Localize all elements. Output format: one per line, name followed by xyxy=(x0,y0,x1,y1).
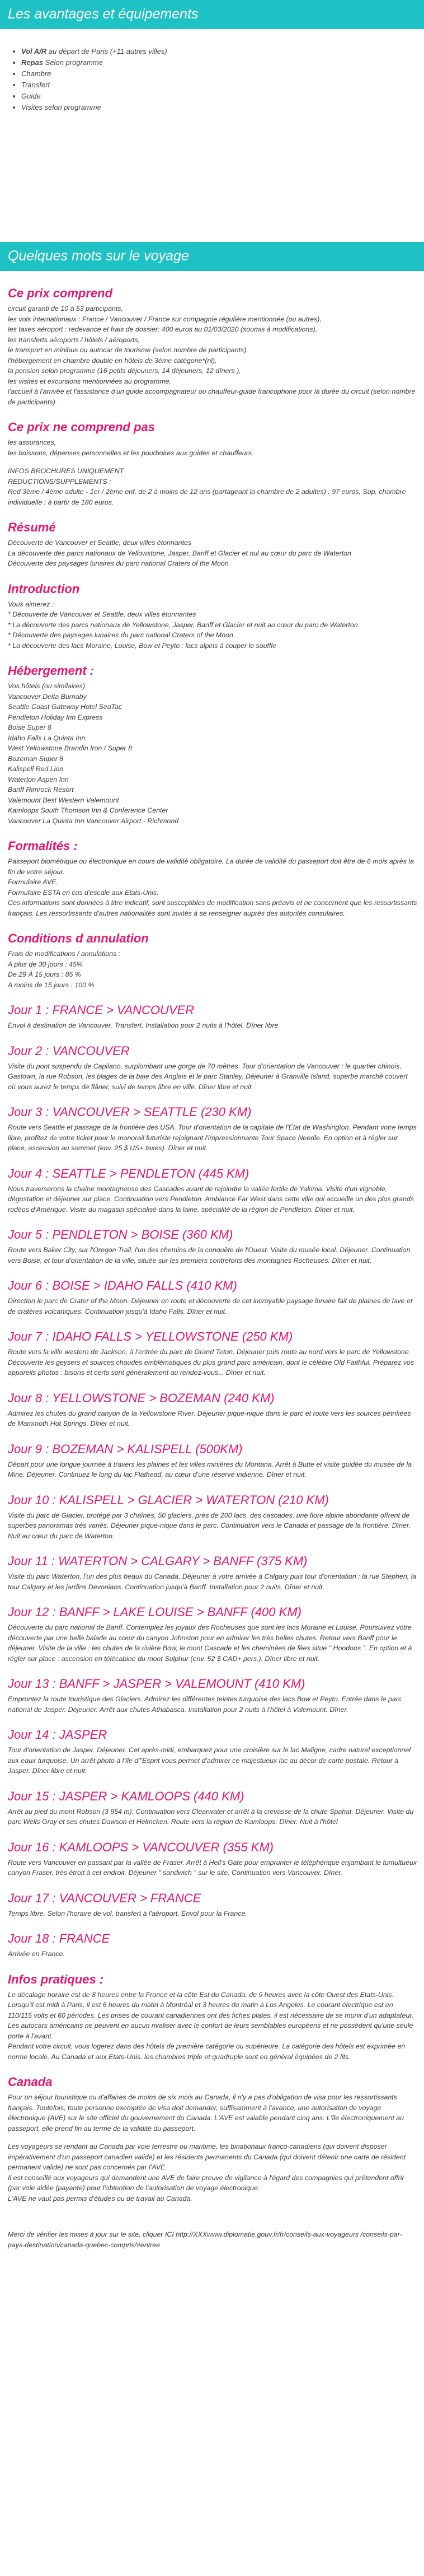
day-title: Jour 16 : KAMLOOPS > VANCOUVER (355 KM) xyxy=(8,1840,274,1854)
section-title: Conditions d annulation xyxy=(8,931,149,945)
section-line: Waterton Aspen Inn xyxy=(8,775,69,783)
section-line: * Découverte de Vancouver et Seattle, deux villes étonnantes xyxy=(8,610,196,618)
advantage-item xyxy=(21,46,424,57)
section-line: Kalispell Red Lion xyxy=(8,765,64,773)
day-section xyxy=(8,1043,417,1093)
info-section xyxy=(8,838,417,918)
content xyxy=(0,271,424,2220)
section-line: La découverte des parcs nationaux de Yellowstone, Jasper, Banff et Glacier et nul au cœur du parc de Waterton xyxy=(8,549,351,557)
section-line: Passeport biométrique ou électronique en cours de validité obligatoire. La durée de validité du passeport doit être de 6 mois après la fin de votre séjour. xyxy=(8,857,414,876)
section-line: Idaho Falls La Quinta Inn xyxy=(8,734,86,742)
section-line: Pendant votre circuit, vous logerez dans des hôtels de première catégorie ou supérieure. La catégorie des hôtels est exprimée en norme locale. Au Canada et aux Etats-Unis, les chambres triple et quadruple sont en général équipées de 2 lits. xyxy=(8,2042,406,2061)
day-title: Jour 5 : PENDLETON > BOISE (360 KM) xyxy=(8,1228,233,1242)
section-line: Vancouver La Quinta Inn Vancouver Airport - Richmond xyxy=(8,816,179,825)
advantage-item-text: Selon programme xyxy=(43,58,103,67)
section-line: les boissons, dépenses personnelles et les pourboires aux guides et chauffeurs. xyxy=(8,449,254,457)
section-line: Red 3ème / 4ème adulte - 1er / 2ème enf. de 2 à moins de 12 ans (partageant la chambre de 2 adultes) : 97 euros, Sup. chambre individuelle : à partir de 180 euros. xyxy=(8,488,406,506)
section-line: Pour un séjour touristique ou d'affaires de moins de six mois au Canada, il n'y a pas d'obligation de visa pour les ressortissants français. Toutefois, toute personne exemptée de visa doit demander, suffisamment à l'avance, une autorisation de voyage électronique (AVE) sur le site officiel du gouvernement du Canada. L'AVE est valable pendant cinq ans. L'île électroniquement au passeport, elle prend fin au terme de la validité du passeport. xyxy=(8,2093,404,2132)
section-line: Vous aimerez : xyxy=(8,600,54,608)
day-title: Jour 7 : IDAHO FALLS > YELLOWSTONE (250 KM) xyxy=(8,1329,293,1343)
advantage-item-text: Visites selon programme xyxy=(21,103,101,111)
section-line: * Découverte des paysages lunaires du parc national Craters of the Moon xyxy=(8,631,233,639)
day-section xyxy=(8,1278,417,1317)
section-line: * La découverte des lacs Moraine, Louise, Bow et Peyto : lacs alpins à couper le souffle xyxy=(8,641,277,650)
section-line: West Yellowstone Brandin Iron / Super 8 xyxy=(8,744,133,752)
section-line: les assurances, xyxy=(8,438,56,446)
advantage-item-bold: Vol A/R xyxy=(21,47,47,55)
day-title: Jour 4 : SEATTLE > PENDLETON (445 KM) xyxy=(8,1166,249,1180)
section-line: Valemount Best Western Valemount xyxy=(8,796,119,804)
day-section xyxy=(8,1166,417,1215)
section-line: Kamloops South Thomson Inn & Conference Center xyxy=(8,806,168,814)
section-title: Résumé xyxy=(8,520,56,534)
advantage-item-text: Transfert xyxy=(21,81,50,89)
day-title: Jour 2 : VANCOUVER xyxy=(8,1043,130,1058)
day-section xyxy=(8,1891,417,1919)
footer xyxy=(0,2229,424,2267)
info-section xyxy=(8,520,417,569)
day-section xyxy=(8,1727,417,1776)
section-line: INFOS BROCHURES UNIQUEMENT xyxy=(8,467,124,475)
day-description: Empruntez la route touristique des Glaciers. Admirez les différentes teintes turquoise des lacs Bow et Peyto. Entrée dans le parc national de Jasper. Déjeuner. Arrêt aux chutes Athabasca. Installation pour 2 nuits à l'hôtel à Valemount. Dîner. xyxy=(8,1695,402,1714)
spacer xyxy=(8,2134,417,2141)
day-description: Admirez les chutes du grand canyon de la Yellowstone River. Déjeuner pique-nique dans le parc et route vers les sources pétrifiées de Mammoth Hot Springs. Dîner et nuit. xyxy=(8,1409,411,1427)
day-description: Arrêt au pied du mont Robson (3 954 m). Continuation vers Clearwater et arrêt à la crevasse de la chute Spahat. Déjeuner. Visite du parc Wells Gray et ses chutes Dawson et Helmcken. Route vers la région de Kamloops. Dîner. Nuit à l'hôtel xyxy=(8,1807,414,1826)
section-line: A moins de 15 jours : 100 % xyxy=(8,981,95,989)
day-section xyxy=(8,1676,417,1715)
section-title: Infos pratiques : xyxy=(8,1972,104,1986)
day-description: Découverte du parc national de Banff. Contemplez les joyaux des Rocheuses que sont les lacs Moraine et Louise. Poursuivez votre découverte par une belle balade au cœur du canyon Johnston pour en admirer les très belles chutes. Retour vers Banff pour le déjeuner. Visite de la ville : les chutes de la rivière Bow, le mont Cascade et les cheminées de fées situe " Hoodoos ". En option et à régler sur place : ascension en télécabine du mont Sulphur (env. 52 $ CAD+ pers.). Dîner libre et nuit. xyxy=(8,1623,412,1663)
section-line: Le décalage horaire est de 8 heures entre la France et la côte Est du Canada, de 9 heures avec la côte Ouest des Etats-Unis. Lorsqu'il est midi à Paris, il est 6 heures du matin à Montréal et 3 heures du matin à Los Angeles. Le courant électrique est en 110/115 volts et 60 périodes. Les prises de courant canadiennes ont des fiches plates, il est nécessaire de se munir d'un adaptateur. xyxy=(8,1990,414,2019)
day-title: Jour 18 : FRANCE xyxy=(8,1931,110,1945)
info-section xyxy=(8,663,417,826)
section-line: Boise Super 8 xyxy=(8,724,51,731)
day-description: Route vers la ville western de Jackson, à l'entrée du parc de Grand Teton. Déjeuner puis route au nord vers le parc de Yellowstone. Découverte les geysers et sources chaudes emblématiques du plus grand parc américain, dont le célèbre Old Faithful. Préparez vos appareils photos : bisons et cerfs sont généralement au rendez-vous... Dîner et nuit. xyxy=(8,1348,414,1376)
section-title: Formalités : xyxy=(8,839,78,853)
advantages-list xyxy=(0,46,424,113)
section-line: Seattle Coast Gateway Hotel SeaTac xyxy=(8,703,123,711)
day-description: Route vers Vancouver en passant par la vallée de Fraser. Arrêt à Hell's Gate pour emprunter le téléphérique enjambant le tumultueux canyon Fraser, très étroit à cet endroit. Déjeuner " sandwich " sur le site. Continuation vers Vancouver. Dîner. xyxy=(8,1858,417,1877)
section-title: Canada xyxy=(8,2075,53,2089)
advantage-item xyxy=(21,57,424,68)
section-line: Découverte de Vancouver et Seattle, deux villes étonnantes xyxy=(8,539,192,547)
section-title: Ce prix ne comprend pas xyxy=(8,420,155,434)
info-section xyxy=(8,419,417,507)
section-line: Découverte des paysages lunaires du parc national Craters of the Moon xyxy=(8,559,229,567)
section-line: Les voyageurs se rendant au Canada par voie terrestre ou maritime, les binationaux franco-canadiens (qui doivent disposer impérativement d'un passeport canadien valide) et les résidents permanents du Canada (qui doivent détenir une carte de résident permanent valide) ne sont pas concernés par l'AVE. xyxy=(8,2143,406,2171)
day-section xyxy=(8,1931,417,1959)
section-line: la pension selon programme (16 petits déjeuners, 14 déjeuners, 12 dîners ), xyxy=(8,367,241,375)
day-title: Jour 8 : YELLOWSTONE > BOZEMAN (240 KM) xyxy=(8,1390,275,1405)
day-description: Visite du parc de Glacier, protégé par 3 chaînes, 50 glaciers, près de 200 lacs, des cascades, une flore alpine abondante offrent de superbes panoramas très variés. Déjeuner pique-nique dans le parc. Continuation vers le Canada et passage de la frontière. Dîner. Nuit au cœur du parc de Waterton. xyxy=(8,1511,411,1540)
day-title: Jour 17 : VANCOUVER > FRANCE xyxy=(8,1891,201,1905)
day-section xyxy=(8,1002,417,1031)
section-line: Vos hôtels (ou similaires) xyxy=(8,682,85,690)
section-line: les vols internationaux : France / Vancouver / France sur compagnie régulière mentionnée (ou autres), xyxy=(8,315,322,323)
day-description: Envol à destination de Vancouver. Transfert. Installation pour 2 nuits à l'hôtel. Dîner libre. xyxy=(8,1021,280,1029)
section-line: De 29 À 15 jours : 85 % xyxy=(8,970,81,978)
day-title: Jour 15 : JASPER > KAMLOOPS (440 KM) xyxy=(8,1789,244,1803)
section-line: Formulaire ESTA en cas d'escale aux Etats-Unis. xyxy=(8,888,159,897)
section-line: Bozeman Super 8 xyxy=(8,754,64,763)
day-section xyxy=(8,1840,417,1878)
spacer xyxy=(8,458,417,466)
day-description: Arrivée en France. xyxy=(8,1950,65,1958)
advantage-item-text: Guide xyxy=(21,92,41,100)
section-line: A plus de 30 jours : 45% xyxy=(8,960,83,968)
section-line: Vancouver Delta Burnaby xyxy=(8,692,87,701)
info-section xyxy=(8,1972,417,2062)
advantage-item xyxy=(21,91,424,102)
day-section xyxy=(8,1104,417,1154)
day-description: Tour d'orientation de Jasper. Déjeuner. Cet après-midi, embarquez pour une croisière sur le lac Maligne, cadre naturel exceptionnel aux eaux turquoise. Un arrêt photo à l'île d'"Esprit vous permet d'admirer ce majestueux lac au décor de carte postale. Retour à Jasper. Dîner libre et nuit. xyxy=(8,1746,411,1775)
section-line: L'AVE ne vaut pas permis d'études ou de travail au Canada. xyxy=(8,2194,192,2202)
section-title: Introduction xyxy=(8,581,80,596)
day-description: Départ pour une longue journée à travers les plaines et les villes minières du Montana. Arrêt à Butte et visite guidée du musée de la Mine. Déjeuner. Continuez le long du lac Flathead, au cœur d'une réserve indienne. Dîner et nuit. xyxy=(8,1460,412,1478)
day-title: Jour 9 : BOZEMAN > KALISPELL (500KM) xyxy=(8,1441,243,1456)
day-section xyxy=(8,1604,417,1664)
day-section xyxy=(8,1227,417,1266)
trip-band: Quelques mots sur le voyage xyxy=(0,242,424,271)
day-title: Jour 13 : BANFF > JASPER > VALEMOUNT (410 KM) xyxy=(8,1677,305,1691)
section-line: les visites et excursions mentionnées au programme, xyxy=(8,377,172,385)
day-description: Direction le parc de Crater of the Moon. Déjeuner en route et découverte de cet incroyable paysage lunaire fait de plaines de lave et de cratères volcaniques. Continuation jusqu'à Idaho Falls. Dîner et nuit. xyxy=(8,1297,413,1315)
info-section xyxy=(8,581,417,651)
section-line: le transport en minibus ou autocar de tourisme (selon nombre de participants), xyxy=(8,346,248,354)
section-line: l'accueil à l'arrivée et l'assistance d'un guide accompagnateur ou chauffeur-guide francophone pour la durée du circuit (selon nombre de participants). xyxy=(8,388,416,406)
info-section xyxy=(8,931,417,990)
day-title: Jour 12 : BANFF > LAKE LOUISE > BANFF (400 KM) xyxy=(8,1605,301,1619)
day-description: Visite du pont suspendu de Capilano, surplombant une gorge de 70 mètres. Tour d'orientation de Vancouver : le quartier chinois, Gastown, la rue Robson, les plages de la baie des Anglais et le parc Stanley. Déjeuner à Granville Island, superbe marché couvert où vous aurez le temps de flâner, suivi de temps libre en ville. Dîner libre et nuit. xyxy=(8,1062,408,1091)
day-description: Temps libre. Selon l'horaire de vol, transfert à l'aéroport. Envol pour la France. xyxy=(8,1909,247,1917)
section-line: les transferts aéroports / hôtels / aéroports, xyxy=(8,335,140,344)
day-section xyxy=(8,1390,417,1429)
section-line: Ces informations sont données à titre indicatif, sont susceptibles de modification sans préavis et ne concernent que les ressortissants français. Les ressortissants d'autres nationalités sont invités à se renseigner auprès des autorités consulaires. xyxy=(8,899,417,917)
section-line: REDUCTIONS/SUPPLEMENTS : xyxy=(8,477,111,486)
day-title: Jour 14 : JASPER xyxy=(8,1728,107,1742)
info-section xyxy=(8,2074,417,2204)
section-line: Banff Rimrock Resort xyxy=(8,786,74,794)
advantages-band: Les avantages et équipements xyxy=(0,0,424,29)
day-description: Route vers Baker City, sur l'Oregon Trail, l'un des chemins de la conquête de l'Ouest. Visite du musée local. Déjeuner. Continuation vers Boise, et tour d'orientation de la ville, située sur les premiers contreforts des montagnes Rocheuses. Dîner et nuit. xyxy=(8,1246,411,1264)
section-title: Ce prix comprend xyxy=(8,286,113,300)
section-line: Les autocars américains ne peuvent en aucun rivaliser avec le confort de leurs semblables européens et ne possèdent qu'une seule porte à l'avant. xyxy=(8,2022,413,2040)
day-title: Jour 11 : WATERTON > CALGARY > BANFF (375 KM) xyxy=(8,1554,308,1568)
section-line: circuit garanti de 10 à 53 participants, xyxy=(8,305,123,312)
day-section xyxy=(8,1329,417,1378)
section-line: Il est conseillé aux voyageurs qui demandent une AVE de faire preuve de vigilance à l'égard des compagnies qui prétendent offrir (par voie aidée (payante) pour l'obtention de l'autorisation de voyage électronique. xyxy=(8,2173,404,2192)
day-title: Jour 1 : FRANCE > VANCOUVER xyxy=(8,1003,195,1017)
advantage-item-text: au départ de Paris (+11 autres villes) xyxy=(46,47,167,55)
day-title: Jour 3 : VANCOUVER > SEATTLE (230 KM) xyxy=(8,1105,252,1119)
day-section xyxy=(8,1492,417,1542)
day-description: Nous traverserons la chaîne montagneuse des Cascades avant de rejoindre la vallée fertile de Yakima. Visite d'un vignoble, dégustation et déjeuner sur place. Continuation vers Pendleton. Ambiance Far West dans cette ville qui accueille un des plus grands rodéos d'Amérique. Visite du magasin spécialisé dans la laine, spécialité de la région de Pendleton. Dîner et nuit. xyxy=(8,1184,414,1214)
day-description: Route vers Seattle et passage de la frontière des USA. Tour d'orientation de la capitale de l'Etat de Washington. Pendant votre temps libre, profitez de votre ticket pour le monorail futuriste rejoignant l'impressionnante Tour Space Needle. En option et à régler sur place, ascension au sommet (env. 25 $ US+ taxes). Dîner et nuit. xyxy=(8,1123,417,1152)
section-line: Pendleton Holiday Inn Express xyxy=(8,713,103,721)
day-title: Jour 6 : BOISE > IDAHO FALLS (410 KM) xyxy=(8,1278,237,1292)
day-section xyxy=(8,1789,417,1827)
advantage-item xyxy=(21,102,424,113)
advantage-item-bold: Repas xyxy=(21,58,44,67)
info-section xyxy=(8,286,417,407)
advantage-item-text: Chambre xyxy=(21,69,51,78)
day-section xyxy=(8,1441,417,1480)
advantage-item xyxy=(21,68,424,80)
section-line: * La découverte des parcs nationaux de Yellowstone, Jasper, Banff et Glacier et nuit au cœur du parc de Waterton xyxy=(8,620,358,629)
section-line: l'hébergement en chambre double en hôtels de 3ème catégorie*(nl), xyxy=(8,356,217,365)
day-description: Visite du parc Waterton, l'un des plus beaux du Canada. Déjeuner à votre arrivée à Calgary puis tour d'orientation : la rue Stephen, la tour Calgary et les jardins Devonians. Continuation jusqu'à Banff. Installation pour 2 nuits. Dîner et nuit. xyxy=(8,1572,417,1591)
advantage-item xyxy=(21,80,424,91)
section-line: Frais de modifications / annulations : xyxy=(8,950,121,958)
footer-text[interactable]: Merci de vérifier les mises à jour sur le site, cliquer ICI http://XXXwww.diplomatie.gouv.fr/fr/conseils-aux-voyageurs /conseils-par-pays-destination/canada-quebec-compris/#entree xyxy=(8,2230,402,2249)
day-title: Jour 10 : KALISPELL > GLACIER > WATERTON (210 KM) xyxy=(8,1492,329,1507)
day-section xyxy=(8,1553,417,1592)
section-title: Hébergement : xyxy=(8,664,95,678)
section-line: Formulaire AVE. xyxy=(8,878,58,886)
section-line: les taxes aéroport : redevance et frais de dossier: 400 euros au 01/03/2020 (soumis à modifications), xyxy=(8,325,318,333)
